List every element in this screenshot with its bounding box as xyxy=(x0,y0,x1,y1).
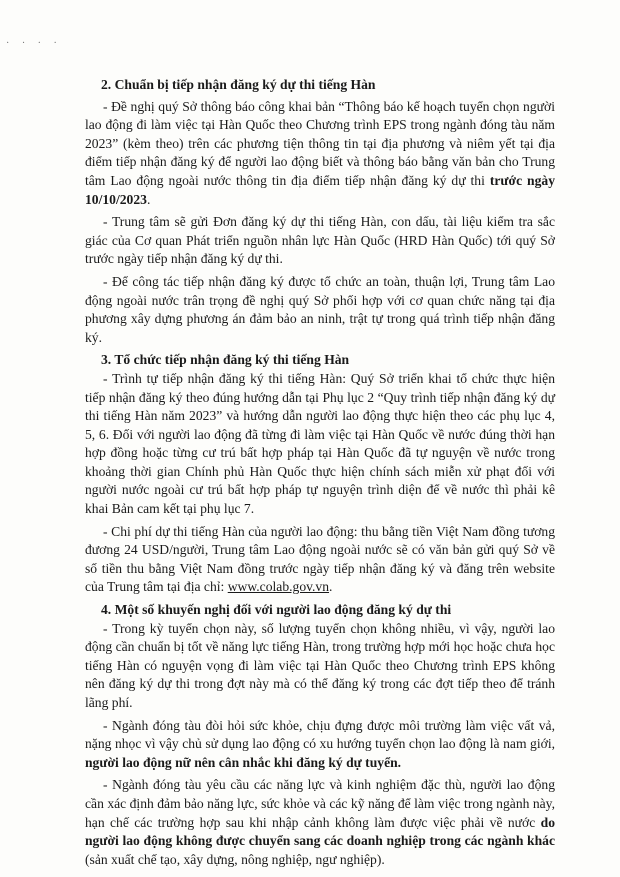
section-2-heading: 2. Chuẩn bị tiếp nhận đăng ký dự thi tiếng Hàn xyxy=(101,77,376,92)
s4-p3-end: (sản xuất chế tạo, xây dựng, nông nghiệp, ngư nghiệp). xyxy=(85,851,385,867)
s4-p3-emphasis: do người lao động không được chuyển sang các doanh nghiệp trong các ngành khác xyxy=(85,814,555,849)
section-2-paragraph-3: - Để công tác tiếp nhận đăng ký được tổ chức an toàn, thuận lợi, Trung tâm Lao động ngoài nước trân trọng đề nghị quý Sở phối hợp với cơ quan chức năng tại địa phương xây dựng phương án đảm bảo an ninh, trật tự trong quá trình tiếp nhận đăng ký. xyxy=(85,273,555,345)
section-4-heading: 4. Một số khuyến nghị đối với người lao động đăng ký dự thi xyxy=(101,602,452,618)
section-3-paragraph-2 xyxy=(85,523,555,597)
section-3-heading: 3. Tổ chức tiếp nhận đăng ký thi tiếng Hàn xyxy=(101,352,350,368)
document-page xyxy=(85,76,555,873)
s2-p1-text: - Đề nghị quý Sở thông báo công khai bản “Thông báo kế hoạch tuyển chọn người lao động đi làm việc tại Hàn Quốc theo Chương trình EPS trong ngành đóng tàu năm 2023” (kèm theo) trên các phương tiện thông tin tại địa phương và niêm yết tại địa điểm tiếp nhận đăng ký để người lao động biết và thông báo bằng văn bản cho Trung tâm Lao động ngoài nước thông tin địa điểm tiếp nhận đăng ký dự thi xyxy=(85,98,555,188)
s2-p1-deadline: trước ngày 10/10/2023 xyxy=(85,172,555,207)
s4-p2-emphasis: người lao động nữ nên cân nhắc khi đăng ký dự tuyển. xyxy=(85,754,402,770)
s2-p1-end: . xyxy=(146,191,151,207)
scan-specks: · · · · xyxy=(6,38,62,49)
s4-p2-text: - Ngành đóng tàu đòi hỏi sức khỏe, chịu đựng được môi trường làm việc vất vả, nặng nhọc vì vậy chủ sử dụng lao động có xu hướng tuyển chọn lao động là nam giới, xyxy=(85,717,555,752)
section-2-paragraph-2: - Trung tâm sẽ gửi Đơn đăng ký dự thi tiếng Hàn, con dấu, tài liệu kiểm tra sắc giác của Cơ quan Phát triển nguồn nhân lực Hàn Quốc (HRD Hàn Quốc) tới quý Sở trước ngày tiếp nhận đăng ký dự thi. xyxy=(85,214,555,267)
section-4-paragraph-2 xyxy=(85,717,555,773)
s4-p3-text: - Ngành đóng tàu yêu cầu các năng lực và kinh nghiệm đặc thù, người lao động cần xác định đảm bảo năng lực, sức khỏe và các kỹ năng để làm việc trong ngành này, hạn chế các trường hợp sau khi nhập cảnh không làm được việc phải về nước xyxy=(85,777,555,830)
section-4-paragraph-1: - Trong kỳ tuyển chọn này, số lượng tuyển chọn không nhiều, vì vậy, người lao động cần chuẩn bị tốt về năng lực tiếng Hàn, trong trường hợp mới học hoặc chưa học tiếng Hàn có nguyện vọng đi làm việc tại Hàn Quốc theo Chương trình EPS không nên đăng ký dự thi trong đợt này mà có thể đăng ký trong các đợt tiếp theo để tránh lãng phí. xyxy=(85,620,555,710)
section-3-paragraph-1: - Trình tự tiếp nhận đăng ký thi tiếng Hàn: Quý Sở triển khai tổ chức thực hiện tiếp nhận đăng ký theo đúng hướng dẫn tại Phụ lục 2 “Quy trình tiếp nhận đăng ký dự thi tiếng Hàn năm 2023” và hướng dẫn người lao động thực hiện theo các phụ lục 4, 5, 6. Đối với người lao động đã từng đi làm việc tại Hàn Quốc về nước đúng thời hạn hợp đồng hoặc từng cư trú bất hợp pháp tại Hàn Quốc đã tự nguyện về nước trong khoảng thời gian Chính phủ Hàn Quốc thực hiện chính sách miễn xử phạt đối với người nước ngoài cư trú bất hợp pháp tự nguyện trình diện để về nước thì phải kê khai Bản cam kết tại phụ lục 7. xyxy=(85,370,555,517)
s3-p2-end: . xyxy=(329,579,333,595)
website-link[interactable]: www.colab.gov.vn xyxy=(227,579,330,595)
section-2-paragraph-1 xyxy=(85,98,555,210)
s3-p2-text: - Chi phí dự thi tiếng Hàn của người lao động: thu bằng tiền Việt Nam đồng tương đương 24 USD/người, Trung tâm Lao động ngoài nước sẽ có văn bản gửi quý Sở về số tiền thu bằng Việt Nam đồng trước ngày tiếp nhận đăng ký và đăng trên website của Trung tâm tại địa chỉ: xyxy=(85,523,555,595)
section-4-paragraph-3 xyxy=(85,776,555,869)
